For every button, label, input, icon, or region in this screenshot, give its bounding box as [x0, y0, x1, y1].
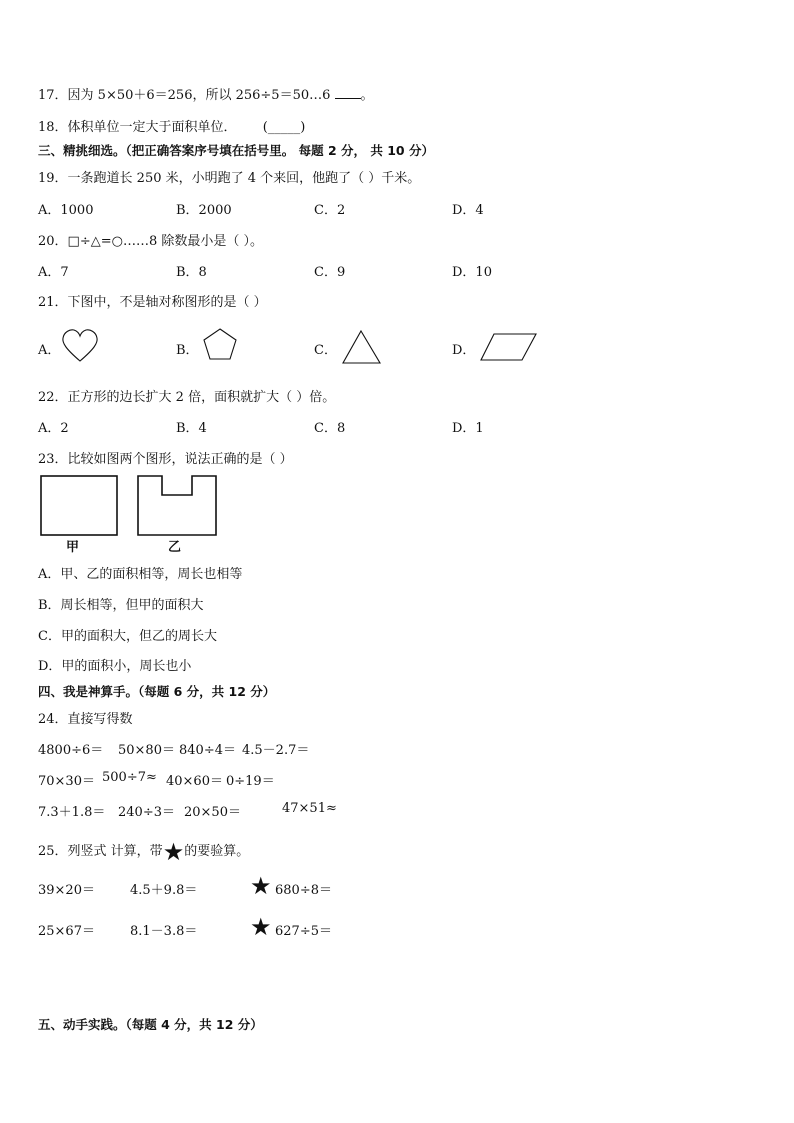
pentagon-icon: [202, 327, 238, 361]
calc-item: 680÷8＝: [275, 883, 332, 898]
calc-item: 4800÷6＝: [38, 743, 104, 758]
option-c[interactable]: C．2: [314, 203, 346, 218]
option-b[interactable]: B．4: [176, 421, 207, 436]
section-4-heading: 四、我是神算手。（每题 6 分，共 12 分）: [38, 684, 276, 699]
section-5-heading: 五、动手实践。（每题 4 分，共 12 分）: [38, 1017, 263, 1032]
question-25-text-tail: 的要验算。: [184, 844, 250, 859]
question-17-tail: 。: [360, 88, 374, 103]
option-c[interactable]: C．9: [314, 265, 346, 280]
option-c[interactable]: C．甲的面积大，但乙的周长大: [38, 629, 217, 644]
question-18-text: 18．体积单位一定大于面积单位．: [38, 120, 237, 135]
question-23-text: 23．比较如图两个图形，说法正确的是（ ）: [38, 452, 293, 467]
figure-label-yi: 乙: [168, 540, 182, 555]
option-a[interactable]: A．甲、乙的面积相等，周长也相等: [38, 567, 243, 582]
option-a[interactable]: A．1000: [38, 203, 94, 218]
triangle-icon: [342, 329, 382, 365]
calc-item: 39×20＝: [38, 883, 95, 898]
question-17: [38, 84, 374, 103]
heart-icon: [62, 329, 98, 363]
notched-shape-yi-figure: [137, 475, 219, 537]
calc-item: 840÷4＝: [179, 743, 236, 758]
parallelogram-icon: [480, 332, 538, 362]
question-19-text: 19．一条跑道长 250 米，小明跑了 4 个来回，他跑了（ ）千米。: [38, 171, 421, 186]
option-d[interactable]: D．1: [452, 421, 484, 436]
question-24-text: 24．直接写得数: [38, 712, 133, 727]
option-a[interactable]: A．2: [38, 421, 69, 436]
question-18: [38, 116, 305, 135]
option-b[interactable]: B．2000: [176, 203, 232, 218]
rectangle-jia-figure: [40, 475, 120, 537]
calc-item: 20×50＝: [184, 805, 241, 820]
option-c[interactable]: C．8: [314, 421, 346, 436]
option-d[interactable]: D．4: [452, 203, 484, 218]
option-c[interactable]: C．: [314, 343, 337, 358]
calc-item: 25×67＝: [38, 924, 95, 939]
option-b[interactable]: B．: [176, 343, 199, 358]
section-3-heading: 三、精挑细选。（把正确答案序号填在括号里。 每题 2 分， 共 10 分）: [38, 143, 434, 158]
option-a[interactable]: A．7: [38, 265, 69, 280]
answer-blank[interactable]: [335, 86, 361, 99]
question-22-text: 22．正方形的边长扩大 2 倍，面积就扩大（ ）倍。: [38, 390, 336, 405]
calc-item: 7.3＋1.8＝: [38, 805, 106, 820]
option-d[interactable]: D．甲的面积小，周长也小: [38, 659, 192, 674]
option-b[interactable]: B．8: [176, 265, 207, 280]
option-a[interactable]: A．: [38, 343, 61, 358]
calc-item: 4.5＋9.8＝: [130, 883, 198, 898]
calc-item: 4.5－2.7＝: [242, 743, 310, 758]
option-d[interactable]: D．: [452, 343, 476, 358]
calc-item: 40×60＝: [166, 774, 223, 789]
answer-paren[interactable]: (_____): [262, 120, 306, 135]
calc-item: 47×51≈: [282, 801, 337, 816]
option-d[interactable]: D．10: [452, 265, 492, 280]
calc-item: 627÷5＝: [275, 924, 332, 939]
question-20-text: 20．□÷△=○……8 除数最小是（ ）。: [38, 234, 263, 249]
calc-item: 500÷7≈: [102, 770, 157, 785]
question-25-text: 25．列竖式 计算，带: [38, 844, 163, 859]
calc-item: 50×80＝: [118, 743, 175, 758]
figure-label-jia: 甲: [66, 540, 80, 555]
calc-item: 240÷3＝: [118, 805, 175, 820]
star-icon: ★: [250, 913, 272, 941]
question-25: [38, 838, 249, 866]
calc-item: 8.1－3.8＝: [130, 924, 198, 939]
star-icon: ★: [250, 872, 272, 900]
calc-item: 0÷19＝: [226, 774, 275, 789]
star-icon: ★: [162, 838, 185, 866]
calc-item: 70×30＝: [38, 774, 95, 789]
option-b[interactable]: B．周长相等，但甲的面积大: [38, 598, 204, 613]
question-21-text: 21．下图中，不是轴对称图形的是（ ）: [38, 295, 267, 310]
question-17-text: 17．因为 5×50＋6＝256，所以 256÷5＝50…6: [38, 88, 331, 103]
